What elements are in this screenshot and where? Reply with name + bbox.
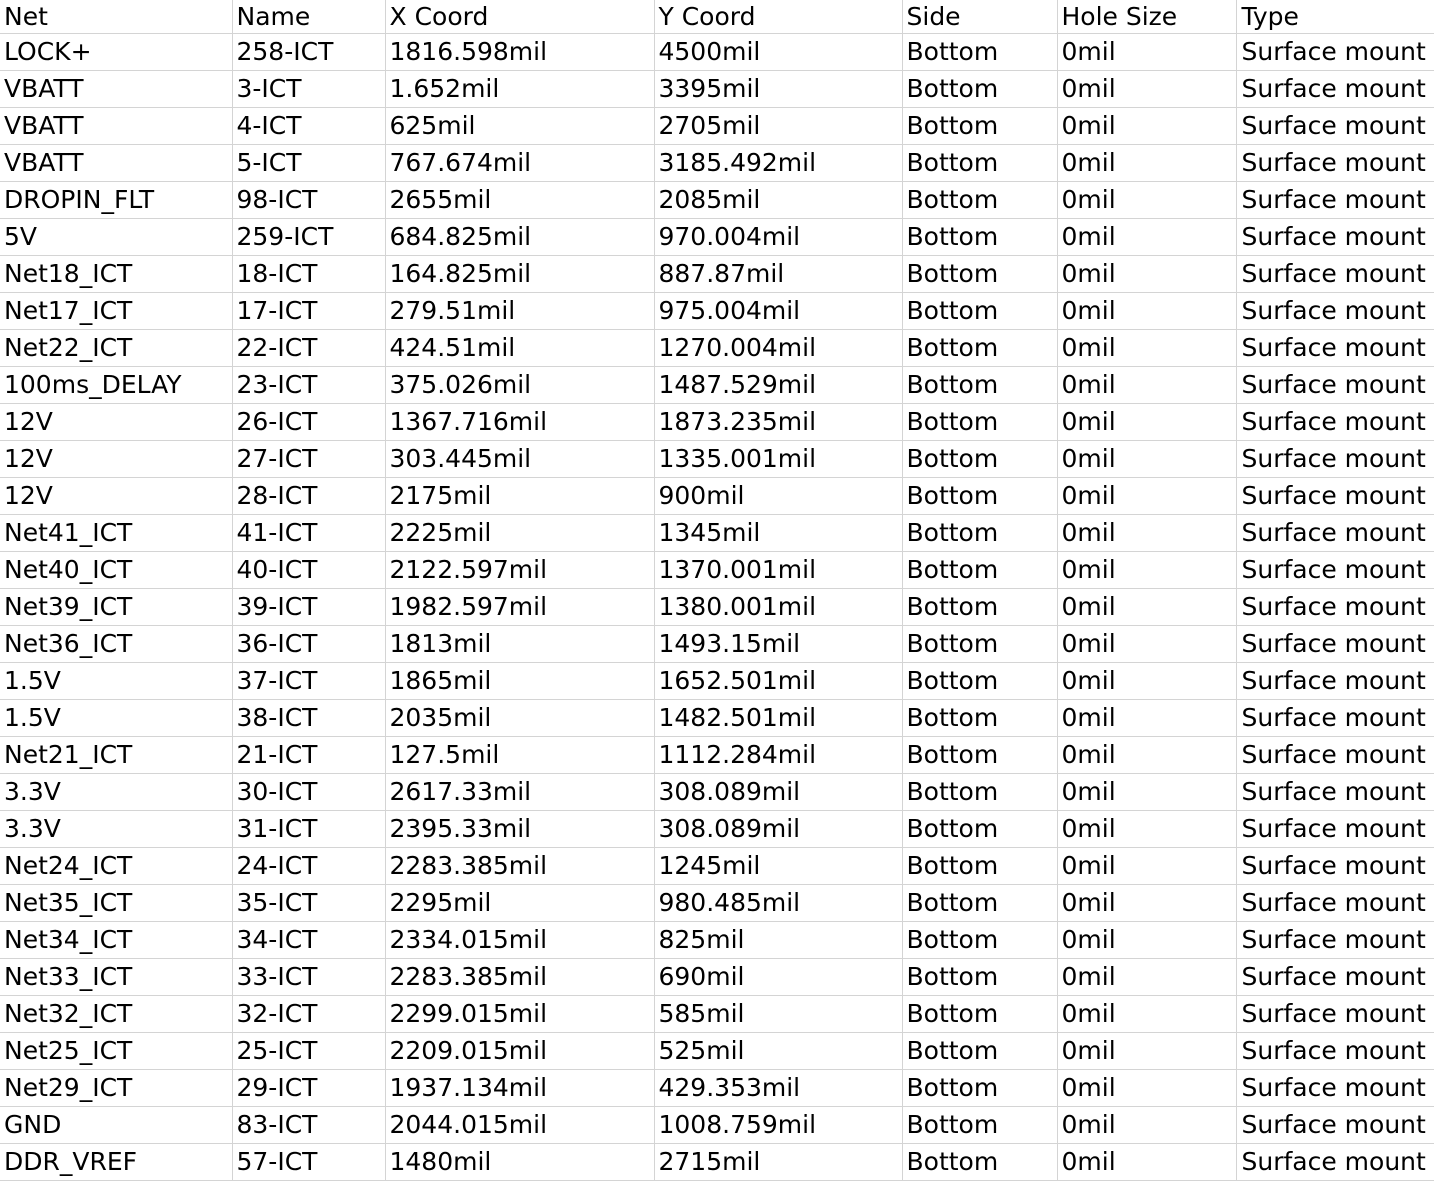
cell-y-coord[interactable]: 1370.001mil [654, 552, 902, 589]
cell-net[interactable]: VBATT [0, 108, 232, 145]
table-row [0, 774, 1434, 811]
cell-name[interactable]: 38-ICT [232, 700, 385, 737]
column-header-y-coord[interactable]: Y Coord [654, 0, 902, 34]
cell-y-coord[interactable]: 1008.759mil [654, 1107, 902, 1144]
cell-type[interactable]: Surface mount [1236, 700, 1434, 737]
cell-type[interactable]: Surface mount [1236, 404, 1434, 441]
cell-side[interactable]: Bottom [902, 663, 1057, 700]
cell-x-coord[interactable]: 2295mil [385, 885, 654, 922]
cell-type[interactable]: Surface mount [1236, 1107, 1434, 1144]
cell-side[interactable]: Bottom [902, 848, 1057, 885]
cell-y-coord[interactable]: 1487.529mil [654, 367, 902, 404]
cell-side[interactable]: Bottom [902, 1033, 1057, 1070]
cell-x-coord[interactable]: 2209.015mil [385, 1033, 654, 1070]
cell-y-coord[interactable]: 1245mil [654, 848, 902, 885]
column-header-name[interactable]: Name [232, 0, 385, 34]
cell-y-coord[interactable]: 585mil [654, 996, 902, 1033]
table-row [0, 293, 1434, 330]
cell-y-coord[interactable]: 1112.284mil [654, 737, 902, 774]
cell-name[interactable]: 98-ICT [232, 182, 385, 219]
cell-name[interactable]: 5-ICT [232, 145, 385, 182]
cell-side[interactable]: Bottom [902, 811, 1057, 848]
table-row [0, 626, 1434, 663]
cell-side[interactable]: Bottom [902, 330, 1057, 367]
table-row [0, 1070, 1434, 1107]
cell-x-coord[interactable]: 767.674mil [385, 145, 654, 182]
cell-name[interactable]: 34-ICT [232, 922, 385, 959]
cell-name[interactable]: 22-ICT [232, 330, 385, 367]
cell-net[interactable]: DDR_VREF [0, 1144, 232, 1181]
cell-net[interactable]: Net18_ICT [0, 256, 232, 293]
cell-y-coord[interactable]: 1270.004mil [654, 330, 902, 367]
cell-side[interactable]: Bottom [902, 71, 1057, 108]
cell-type[interactable]: Surface mount [1236, 589, 1434, 626]
cell-side[interactable]: Bottom [902, 367, 1057, 404]
cell-side[interactable]: Bottom [902, 256, 1057, 293]
cell-type[interactable]: Surface mount [1236, 34, 1434, 71]
cell-side[interactable]: Bottom [902, 737, 1057, 774]
cell-x-coord[interactable]: 375.026mil [385, 367, 654, 404]
cell-type[interactable]: Surface mount [1236, 71, 1434, 108]
cell-name[interactable]: 28-ICT [232, 478, 385, 515]
cell-hole-size[interactable]: 0mil [1057, 1033, 1236, 1070]
table-row [0, 663, 1434, 700]
cell-x-coord[interactable]: 2655mil [385, 182, 654, 219]
cell-name[interactable]: 258-ICT [232, 34, 385, 71]
cell-net[interactable]: Net25_ICT [0, 1033, 232, 1070]
table-row [0, 1107, 1434, 1144]
cell-side[interactable]: Bottom [902, 589, 1057, 626]
cell-y-coord[interactable]: 1652.501mil [654, 663, 902, 700]
cell-hole-size[interactable]: 0mil [1057, 589, 1236, 626]
cell-net[interactable]: Net24_ICT [0, 848, 232, 885]
cell-name[interactable]: 23-ICT [232, 367, 385, 404]
cell-y-coord[interactable]: 308.089mil [654, 811, 902, 848]
cell-type[interactable]: Surface mount [1236, 552, 1434, 589]
table-row [0, 71, 1434, 108]
cell-name[interactable]: 31-ICT [232, 811, 385, 848]
cell-net[interactable]: VBATT [0, 145, 232, 182]
cell-hole-size[interactable]: 0mil [1057, 441, 1236, 478]
cell-name[interactable]: 3-ICT [232, 71, 385, 108]
cell-type[interactable]: Surface mount [1236, 848, 1434, 885]
cell-side[interactable]: Bottom [902, 700, 1057, 737]
header-row [0, 0, 1434, 34]
cell-net[interactable]: Net34_ICT [0, 922, 232, 959]
cell-side[interactable]: Bottom [902, 145, 1057, 182]
cell-hole-size[interactable]: 0mil [1057, 145, 1236, 182]
cell-side[interactable]: Bottom [902, 922, 1057, 959]
cell-x-coord[interactable]: 1.652mil [385, 71, 654, 108]
cell-name[interactable]: 26-ICT [232, 404, 385, 441]
cell-y-coord[interactable]: 825mil [654, 922, 902, 959]
table-row [0, 515, 1434, 552]
cell-name[interactable]: 37-ICT [232, 663, 385, 700]
cell-net[interactable]: Net17_ICT [0, 293, 232, 330]
cell-x-coord[interactable]: 279.51mil [385, 293, 654, 330]
cell-x-coord[interactable]: 164.825mil [385, 256, 654, 293]
column-header-type[interactable]: Type [1236, 0, 1434, 34]
cell-x-coord[interactable]: 1982.597mil [385, 589, 654, 626]
cell-x-coord[interactable]: 1865mil [385, 663, 654, 700]
cell-name[interactable]: 36-ICT [232, 626, 385, 663]
table-row [0, 811, 1434, 848]
cell-side[interactable]: Bottom [902, 552, 1057, 589]
cell-side[interactable]: Bottom [902, 293, 1057, 330]
table-row [0, 1144, 1434, 1181]
cell-type[interactable]: Surface mount [1236, 182, 1434, 219]
cell-hole-size[interactable]: 0mil [1057, 478, 1236, 515]
cell-type[interactable]: Surface mount [1236, 1033, 1434, 1070]
cell-net[interactable]: 1.5V [0, 700, 232, 737]
table-row [0, 959, 1434, 996]
table-row [0, 922, 1434, 959]
cell-x-coord[interactable]: 127.5mil [385, 737, 654, 774]
cell-name[interactable]: 24-ICT [232, 848, 385, 885]
cell-type[interactable]: Surface mount [1236, 626, 1434, 663]
cell-x-coord[interactable]: 2283.385mil [385, 848, 654, 885]
cell-y-coord[interactable]: 887.87mil [654, 256, 902, 293]
cell-y-coord[interactable]: 900mil [654, 478, 902, 515]
cell-x-coord[interactable]: 303.445mil [385, 441, 654, 478]
cell-type[interactable]: Surface mount [1236, 256, 1434, 293]
cell-type[interactable]: Surface mount [1236, 1144, 1434, 1181]
cell-type[interactable]: Surface mount [1236, 219, 1434, 256]
column-header-side[interactable]: Side [902, 0, 1057, 34]
cell-x-coord[interactable]: 625mil [385, 108, 654, 145]
cell-net[interactable]: 3.3V [0, 811, 232, 848]
cell-name[interactable]: 35-ICT [232, 885, 385, 922]
cell-type[interactable]: Surface mount [1236, 441, 1434, 478]
cell-net[interactable]: 3.3V [0, 774, 232, 811]
cell-hole-size[interactable]: 0mil [1057, 922, 1236, 959]
cell-hole-size[interactable]: 0mil [1057, 108, 1236, 145]
table-row [0, 367, 1434, 404]
cell-y-coord[interactable]: 308.089mil [654, 774, 902, 811]
cell-x-coord[interactable]: 2122.597mil [385, 552, 654, 589]
cell-hole-size[interactable]: 0mil [1057, 811, 1236, 848]
cell-hole-size[interactable]: 0mil [1057, 885, 1236, 922]
cell-name[interactable]: 83-ICT [232, 1107, 385, 1144]
cell-hole-size[interactable]: 0mil [1057, 182, 1236, 219]
cell-side[interactable]: Bottom [902, 182, 1057, 219]
table-row [0, 885, 1434, 922]
cell-x-coord[interactable]: 2283.385mil [385, 959, 654, 996]
table-row [0, 478, 1434, 515]
cell-name[interactable]: 18-ICT [232, 256, 385, 293]
table-row [0, 552, 1434, 589]
cell-x-coord[interactable]: 2334.015mil [385, 922, 654, 959]
cell-y-coord[interactable]: 1380.001mil [654, 589, 902, 626]
cell-name[interactable]: 32-ICT [232, 996, 385, 1033]
cell-hole-size[interactable]: 0mil [1057, 367, 1236, 404]
cell-hole-size[interactable]: 0mil [1057, 552, 1236, 589]
cell-type[interactable]: Surface mount [1236, 811, 1434, 848]
cell-side[interactable]: Bottom [902, 1107, 1057, 1144]
cell-side[interactable]: Bottom [902, 626, 1057, 663]
table-row [0, 330, 1434, 367]
cell-side[interactable]: Bottom [902, 774, 1057, 811]
cell-y-coord[interactable]: 980.485mil [654, 885, 902, 922]
cell-type[interactable]: Surface mount [1236, 885, 1434, 922]
cell-net[interactable]: Net39_ICT [0, 589, 232, 626]
cell-type[interactable]: Surface mount [1236, 515, 1434, 552]
cell-side[interactable]: Bottom [902, 885, 1057, 922]
cell-name[interactable]: 57-ICT [232, 1144, 385, 1181]
cell-x-coord[interactable]: 1480mil [385, 1144, 654, 1181]
cell-type[interactable]: Surface mount [1236, 145, 1434, 182]
cell-side[interactable]: Bottom [902, 404, 1057, 441]
cell-side[interactable]: Bottom [902, 959, 1057, 996]
cell-net[interactable]: Net21_ICT [0, 737, 232, 774]
cell-hole-size[interactable]: 0mil [1057, 774, 1236, 811]
cell-side[interactable]: Bottom [902, 219, 1057, 256]
table-row [0, 145, 1434, 182]
cell-hole-size[interactable]: 0mil [1057, 330, 1236, 367]
cell-net[interactable]: Net22_ICT [0, 330, 232, 367]
cell-y-coord[interactable]: 429.353mil [654, 1070, 902, 1107]
cell-y-coord[interactable]: 1493.15mil [654, 626, 902, 663]
cell-net[interactable]: 5V [0, 219, 232, 256]
cell-x-coord[interactable]: 2035mil [385, 700, 654, 737]
cell-name[interactable]: 40-ICT [232, 552, 385, 589]
cell-x-coord[interactable]: 2175mil [385, 478, 654, 515]
cell-name[interactable]: 21-ICT [232, 737, 385, 774]
table-row [0, 737, 1434, 774]
cell-hole-size[interactable]: 0mil [1057, 663, 1236, 700]
cell-name[interactable]: 33-ICT [232, 959, 385, 996]
column-header-hole-size[interactable]: Hole Size [1057, 0, 1236, 34]
cell-type[interactable]: Surface mount [1236, 367, 1434, 404]
cell-net[interactable]: GND [0, 1107, 232, 1144]
cell-x-coord[interactable]: 684.825mil [385, 219, 654, 256]
cell-net[interactable]: 1.5V [0, 663, 232, 700]
cell-y-coord[interactable]: 2715mil [654, 1144, 902, 1181]
cell-hole-size[interactable]: 0mil [1057, 1144, 1236, 1181]
cell-net[interactable]: Net32_ICT [0, 996, 232, 1033]
cell-y-coord[interactable]: 690mil [654, 959, 902, 996]
cell-hole-size[interactable]: 0mil [1057, 293, 1236, 330]
cell-y-coord[interactable]: 4500mil [654, 34, 902, 71]
cell-side[interactable]: Bottom [902, 1144, 1057, 1181]
table-row [0, 34, 1434, 71]
cell-hole-size[interactable]: 0mil [1057, 959, 1236, 996]
cell-hole-size[interactable]: 0mil [1057, 996, 1236, 1033]
cell-name[interactable]: 30-ICT [232, 774, 385, 811]
cell-hole-size[interactable]: 0mil [1057, 256, 1236, 293]
cell-x-coord[interactable]: 1367.716mil [385, 404, 654, 441]
cell-net[interactable]: 100ms_DELAY [0, 367, 232, 404]
table-row [0, 848, 1434, 885]
cell-x-coord[interactable]: 1937.134mil [385, 1070, 654, 1107]
cell-side[interactable]: Bottom [902, 441, 1057, 478]
cell-type[interactable]: Surface mount [1236, 774, 1434, 811]
cell-y-coord[interactable]: 1482.501mil [654, 700, 902, 737]
cell-net[interactable]: Net40_ICT [0, 552, 232, 589]
cell-net[interactable]: Net36_ICT [0, 626, 232, 663]
cell-y-coord[interactable]: 970.004mil [654, 219, 902, 256]
cell-hole-size[interactable]: 0mil [1057, 626, 1236, 663]
column-header-x-coord[interactable]: X Coord [385, 0, 654, 34]
cell-y-coord[interactable]: 3185.492mil [654, 145, 902, 182]
table-row [0, 1033, 1434, 1070]
cell-net[interactable]: DROPIN_FLT [0, 182, 232, 219]
cell-hole-size[interactable]: 0mil [1057, 1107, 1236, 1144]
cell-name[interactable]: 17-ICT [232, 293, 385, 330]
cell-hole-size[interactable]: 0mil [1057, 219, 1236, 256]
cell-name[interactable]: 41-ICT [232, 515, 385, 552]
cell-net[interactable]: Net35_ICT [0, 885, 232, 922]
cell-type[interactable]: Surface mount [1236, 330, 1434, 367]
cell-y-coord[interactable]: 1335.001mil [654, 441, 902, 478]
table-row [0, 700, 1434, 737]
cell-name[interactable]: 39-ICT [232, 589, 385, 626]
cell-hole-size[interactable]: 0mil [1057, 404, 1236, 441]
table-row [0, 256, 1434, 293]
cell-hole-size[interactable]: 0mil [1057, 737, 1236, 774]
cell-type[interactable]: Surface mount [1236, 737, 1434, 774]
cell-y-coord[interactable]: 525mil [654, 1033, 902, 1070]
cell-type[interactable]: Surface mount [1236, 663, 1434, 700]
cell-x-coord[interactable]: 2044.015mil [385, 1107, 654, 1144]
cell-side[interactable]: Bottom [902, 108, 1057, 145]
column-header-net[interactable]: Net [0, 0, 232, 34]
cell-y-coord[interactable]: 2705mil [654, 108, 902, 145]
cell-name[interactable]: 4-ICT [232, 108, 385, 145]
cell-net[interactable]: LOCK+ [0, 34, 232, 71]
cell-hole-size[interactable]: 0mil [1057, 700, 1236, 737]
cell-hole-size[interactable]: 0mil [1057, 34, 1236, 71]
cell-y-coord[interactable]: 3395mil [654, 71, 902, 108]
table-row [0, 441, 1434, 478]
cell-net[interactable]: Net33_ICT [0, 959, 232, 996]
cell-side[interactable]: Bottom [902, 1070, 1057, 1107]
cell-side[interactable]: Bottom [902, 515, 1057, 552]
cell-name[interactable]: 29-ICT [232, 1070, 385, 1107]
cell-hole-size[interactable]: 0mil [1057, 515, 1236, 552]
cell-net[interactable]: Net41_ICT [0, 515, 232, 552]
cell-side[interactable]: Bottom [902, 996, 1057, 1033]
cell-x-coord[interactable]: 1813mil [385, 626, 654, 663]
table-row [0, 996, 1434, 1033]
cell-hole-size[interactable]: 0mil [1057, 1070, 1236, 1107]
cell-x-coord[interactable]: 1816.598mil [385, 34, 654, 71]
cell-side[interactable]: Bottom [902, 478, 1057, 515]
cell-side[interactable]: Bottom [902, 34, 1057, 71]
cell-type[interactable]: Surface mount [1236, 996, 1434, 1033]
cell-x-coord[interactable]: 2299.015mil [385, 996, 654, 1033]
table-row [0, 404, 1434, 441]
cell-x-coord[interactable]: 2395.33mil [385, 811, 654, 848]
cell-name[interactable]: 25-ICT [232, 1033, 385, 1070]
cell-net[interactable]: 12V [0, 404, 232, 441]
table-row [0, 219, 1434, 256]
cell-x-coord[interactable]: 2225mil [385, 515, 654, 552]
cell-x-coord[interactable]: 424.51mil [385, 330, 654, 367]
cell-net[interactable]: Net29_ICT [0, 1070, 232, 1107]
cell-net[interactable]: 12V [0, 478, 232, 515]
cell-hole-size[interactable]: 0mil [1057, 71, 1236, 108]
cell-net[interactable]: 12V [0, 441, 232, 478]
cell-type[interactable]: Surface mount [1236, 922, 1434, 959]
cell-y-coord[interactable]: 1873.235mil [654, 404, 902, 441]
cell-y-coord[interactable]: 1345mil [654, 515, 902, 552]
table-row [0, 108, 1434, 145]
cell-y-coord[interactable]: 2085mil [654, 182, 902, 219]
table-row [0, 589, 1434, 626]
cell-name[interactable]: 27-ICT [232, 441, 385, 478]
cell-type[interactable]: Surface mount [1236, 1070, 1434, 1107]
cell-hole-size[interactable]: 0mil [1057, 848, 1236, 885]
cell-type[interactable]: Surface mount [1236, 108, 1434, 145]
cell-name[interactable]: 259-ICT [232, 219, 385, 256]
cell-type[interactable]: Surface mount [1236, 293, 1434, 330]
cell-net[interactable]: VBATT [0, 71, 232, 108]
cell-x-coord[interactable]: 2617.33mil [385, 774, 654, 811]
table-row [0, 182, 1434, 219]
cell-type[interactable]: Surface mount [1236, 478, 1434, 515]
cell-y-coord[interactable]: 975.004mil [654, 293, 902, 330]
cell-type[interactable]: Surface mount [1236, 959, 1434, 996]
